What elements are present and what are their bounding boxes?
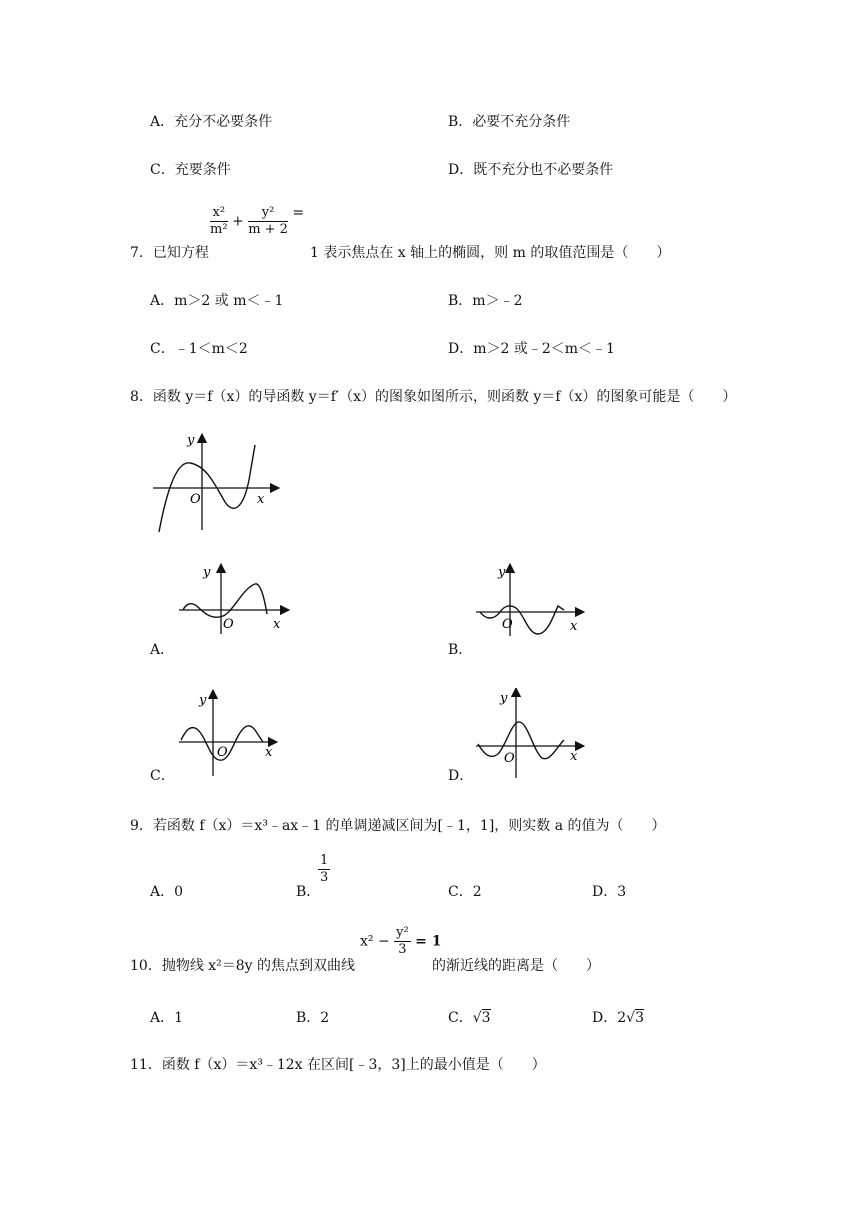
q10-option-a: A．1 (150, 1010, 184, 1026)
q8-option-b-graph (472, 562, 587, 637)
q6-option-a: A．充分不必要条件 (150, 114, 273, 130)
q7-ellipse-equation (210, 205, 304, 238)
q10-suffix: 的渐近线的距离是（ ） (432, 958, 600, 974)
q9-option-b-fraction (318, 853, 330, 886)
q8-a-x-label: x (273, 617, 281, 632)
q9-option-b: B． (296, 884, 321, 900)
q8-stem: 8．函数 y＝f（x）的导函数 y＝f′（x）的图象如图所示，则函数 y＝f（x）的图象可能是（ ） (130, 389, 737, 405)
q9-option-c: C．2 (448, 884, 482, 900)
q10-x-term: x² − (360, 933, 390, 950)
q8-c-x-label: x (265, 745, 273, 760)
q10-y-denominator: 3 (398, 942, 407, 957)
q7-suffix: 1 表示焦点在 x 轴上的椭圆，则 m 的取值范围是（ ） (310, 245, 671, 261)
q9-b-denominator: 3 (320, 870, 329, 885)
q8-d-origin-label: O (504, 751, 515, 766)
q9-option-a: A．0 (150, 884, 184, 900)
q6-option-b: B．必要不充分条件 (448, 114, 571, 130)
q8-derivative-graph (145, 430, 285, 540)
q11-stem: 11．函数 f（x）＝x³﹣12x 在区间[﹣3，3]上的最小值是（ ） (130, 1057, 546, 1073)
q8-main-x-label: x (257, 492, 265, 507)
q8-option-c-label: C． (150, 768, 175, 784)
q8-a-y-label: y (203, 565, 211, 580)
q10-y-numerator: y² (396, 925, 409, 940)
q8-c-y-label: y (199, 693, 207, 708)
q8-option-d-graph (472, 688, 587, 780)
q7-option-d: D．m＞2 或﹣2＜m＜﹣1 (448, 341, 615, 357)
q7-prefix: 7．已知方程 (130, 245, 209, 261)
q10-c-radicand: 3 (481, 1010, 491, 1026)
q8-option-a-label: A． (150, 642, 175, 658)
q10-option-b: B．2 (296, 1010, 330, 1026)
q9-stem: 9．若函数 f（x）＝x³﹣ax﹣1 的单调递减区间为[﹣1，1]，则实数 a 的值为（ ） (130, 818, 666, 834)
q10-d-radicand: 3 (635, 1010, 644, 1026)
q8-d-y-label: y (500, 691, 508, 706)
q8-option-d-label: D． (448, 768, 474, 784)
q6-option-d: D．既不充分也不必要条件 (448, 162, 614, 178)
q8-b-origin-label: O (502, 617, 513, 632)
q7-y-denominator: m + 2 (248, 222, 288, 237)
q10-equals-one: = 1 (415, 933, 442, 950)
sqrt-icon: √ (472, 1010, 482, 1026)
q8-a-origin-label: O (223, 617, 234, 632)
q10-option-c (448, 1008, 491, 1028)
q8-main-origin-label: O (190, 492, 201, 507)
q9-b-numerator: 1 (320, 853, 329, 868)
q7-x-numerator: x² (210, 205, 228, 222)
q10-hyperbola-equation (360, 925, 442, 958)
q7-option-a: A．m＞2 或 m＜﹣1 (150, 293, 284, 309)
q7-option-c: C．﹣1＜m＜2 (150, 341, 248, 357)
q7-y-numerator: y² (248, 205, 288, 222)
q10-c-label: C． (448, 1010, 473, 1026)
q6-option-c: C．充要条件 (150, 162, 231, 178)
q8-option-a-graph (175, 562, 295, 637)
q8-option-b-label: B． (448, 642, 473, 658)
q8-main-y-label: y (187, 433, 195, 448)
q9-option-d: D．3 (592, 884, 627, 900)
q10-prefix: 10．抛物线 x²＝8y 的焦点到双曲线 (130, 958, 356, 974)
sqrt-icon: √ (626, 1010, 636, 1026)
q7-x-denominator: m² (210, 222, 228, 237)
q10-d-label: D．2 (592, 1010, 627, 1026)
q8-c-origin-label: O (217, 745, 228, 760)
q7-option-b: B．m＞﹣2 (448, 293, 523, 309)
q8-option-c-graph (175, 688, 280, 778)
q7-plus: + (232, 213, 244, 230)
q8-b-x-label: x (570, 619, 578, 634)
q10-option-d (592, 1008, 644, 1028)
q8-b-y-label: y (498, 565, 506, 580)
q8-d-x-label: x (570, 749, 578, 764)
q7-equals: = (292, 205, 305, 221)
